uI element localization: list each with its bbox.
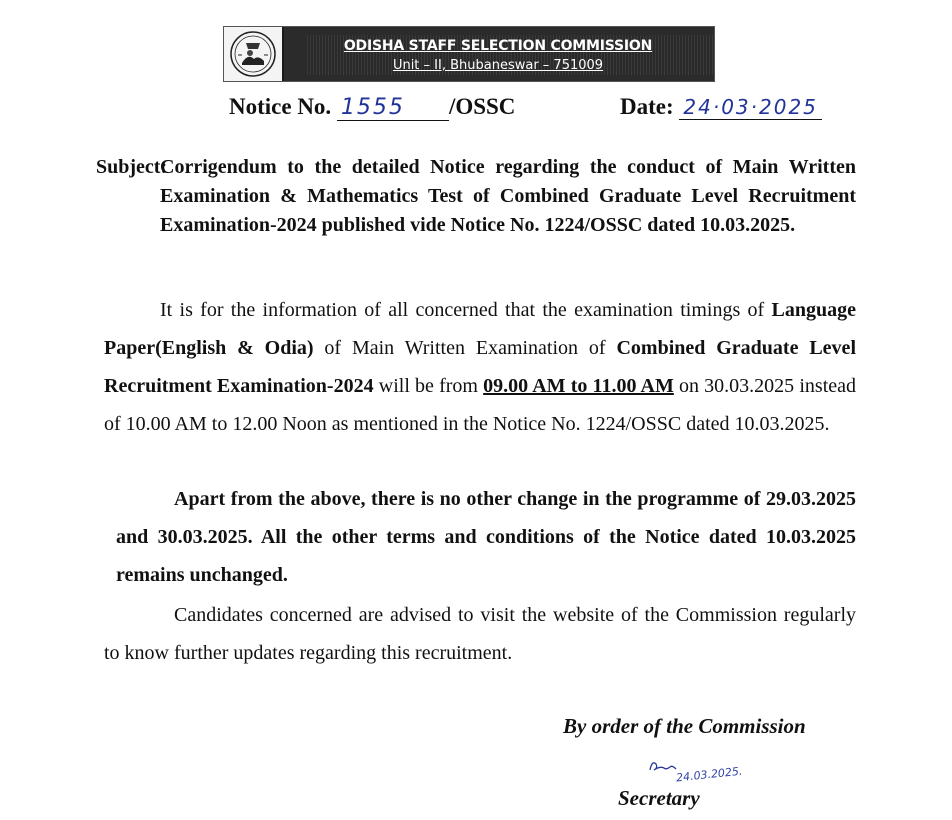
subject-label: Subject: [96, 156, 168, 178]
notice-suffix: /OSSC [448, 94, 516, 119]
p1-text-1: It is for the information of all concerned that the examination timings of [160, 299, 772, 321]
odisha-state-emblem-icon [228, 29, 278, 79]
paragraph-no-other-change: Apart from the above, there is no other change in the programme of 29.03.2025 and 30.03.2025. All the other terms and conditions of the Notice dated 10.03.2025 remains unchanged. [116, 488, 856, 586]
paragraph-timing-change [104, 291, 856, 443]
secretary-title: Secretary [618, 786, 700, 810]
date-field [679, 95, 822, 120]
p1-text-2: of Main Written Examination of [313, 337, 617, 359]
notice-number-field [337, 95, 449, 121]
date-label: Date: [620, 94, 674, 119]
p1-text-4: on 30.03.2025 instead of 10.00 AM to 12.00 Noon as mentioned in the Notice No. 1224/OSSC dated 10.03.2025. [104, 375, 857, 435]
subject-block [96, 153, 856, 236]
org-address: Unit – II, Bhubaneswar – 751009 [392, 58, 604, 73]
notice-date-line [620, 94, 822, 120]
p1-language-paper: Language Paper(English & Odia) [104, 299, 856, 359]
notice-date: 24·03·2025 [683, 95, 818, 119]
org-name: ODISHA STAFF SELECTION COMMISSION [343, 38, 653, 54]
logo [224, 27, 284, 81]
notice-number: 1555 [340, 95, 405, 120]
notice-label: Notice No. [229, 94, 332, 119]
p1-new-timing: 09.00 AM to 11.00 AM [483, 375, 674, 397]
p1-exam-name: Combined Graduate Level Recruitment Examination-2024 [104, 337, 856, 397]
notice-number-line [229, 94, 515, 121]
signature-date: 24.03.2025. [675, 764, 743, 785]
by-order-text: By order of the Commission [563, 714, 806, 738]
letterhead [223, 26, 715, 82]
subject-text: Corrigendum to the detailed Notice regarding the conduct of Main Written Examination & Mathematics Test of Combined Graduate Level Recruitment Examination-2024 published vide Notice No. 1224/OSSC dated 10.03.2025. [160, 156, 856, 236]
paragraph-website-advice: Candidates concerned are advised to visit the website of the Commission regularly to know further updates regarding this recruitment. [104, 604, 856, 664]
p1-text-3: will be from [373, 375, 484, 397]
